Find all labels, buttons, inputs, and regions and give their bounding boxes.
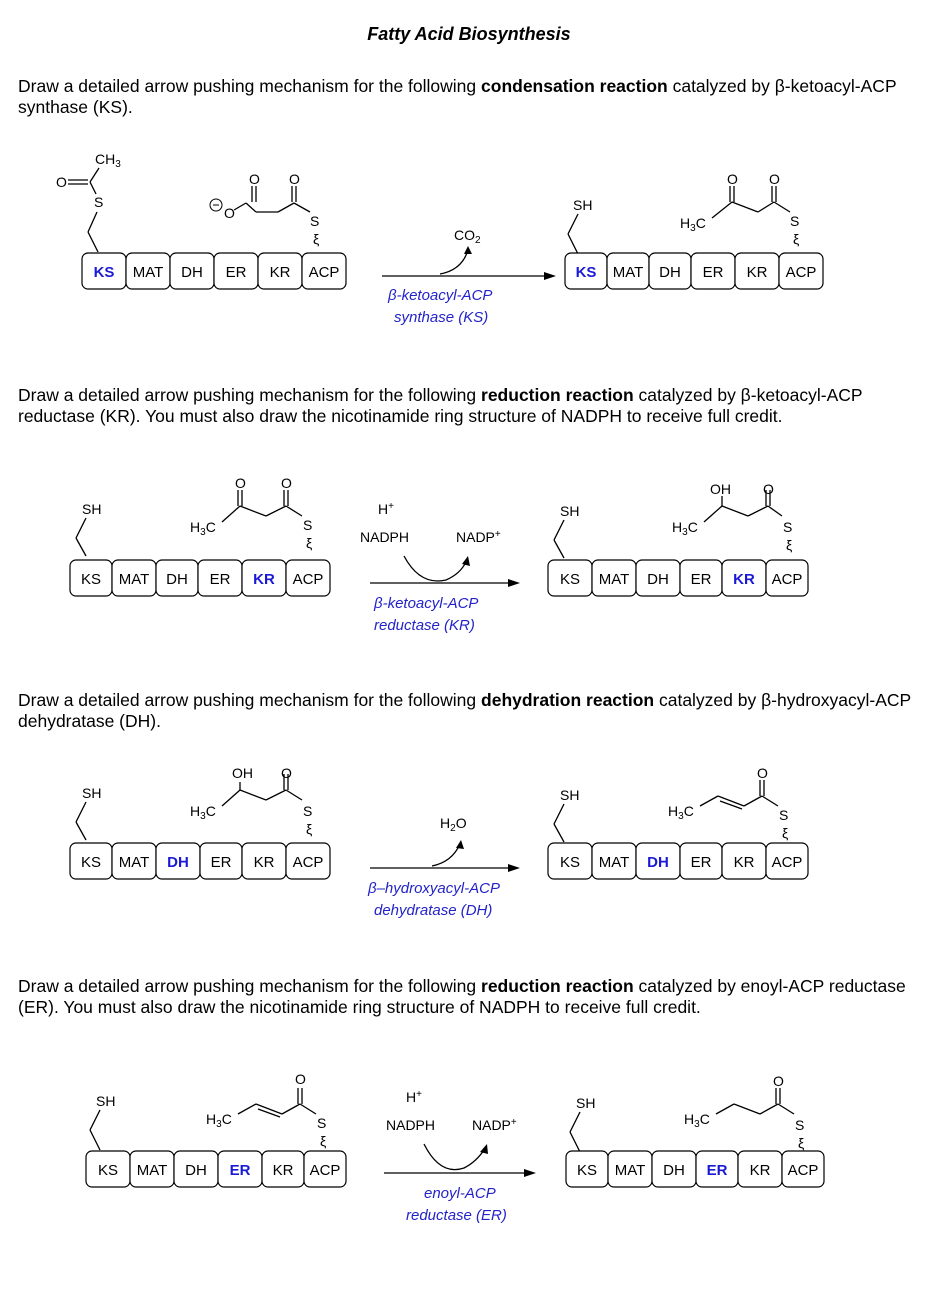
thiol-label: SH xyxy=(576,1095,596,1111)
domain-mat: MAT xyxy=(598,854,630,871)
squiggle: ξ xyxy=(306,535,313,551)
domain-ks: KS xyxy=(576,1162,598,1179)
product-crotonyl xyxy=(554,765,788,842)
squiggle: ξ xyxy=(313,231,320,247)
enzyme-domains-right xyxy=(566,1151,824,1187)
product-hydroxybutyryl xyxy=(554,481,792,558)
methyl-label: $H_3C$ xyxy=(668,803,694,822)
question-dehydration xyxy=(18,690,918,732)
product-acetoacetyl-acp xyxy=(568,171,799,254)
oxygen-label: O xyxy=(773,1073,784,1089)
thiol-label: SH xyxy=(560,503,580,519)
domain-dh: DH xyxy=(166,571,188,588)
question-keyword: reduction reaction xyxy=(481,385,634,405)
condensation-scheme xyxy=(0,140,938,340)
domain-acp: ACP xyxy=(771,571,803,588)
domain-kr: KR xyxy=(272,1162,294,1179)
oxygen-label: O xyxy=(224,205,235,221)
methyl-label: $H_3C$ xyxy=(684,1111,710,1130)
substrate-acetoacetyl xyxy=(76,475,312,556)
question-text: Draw a detailed arrow pushing mechanism for the following xyxy=(18,76,482,96)
domain-er: ER xyxy=(225,264,247,281)
domain-er: ER xyxy=(702,264,724,281)
domain-dh: DH xyxy=(647,571,669,588)
domain-ks: KS xyxy=(559,571,581,588)
enzyme-name: β-ketoacyl-ACP xyxy=(374,595,479,612)
reaction-arrow xyxy=(360,501,520,634)
dehydration-scheme xyxy=(0,755,938,925)
enzyme-domains-left xyxy=(70,843,330,879)
sulfur-label: S xyxy=(795,1117,805,1133)
squiggle: ξ xyxy=(320,1133,327,1149)
squiggle: ξ xyxy=(798,1135,805,1151)
oxygen-label: O xyxy=(281,475,292,491)
question-text: catalyzed by β-ketoacyl-ACP synthase (KS). xyxy=(18,76,897,117)
squiggle: ξ xyxy=(306,821,313,837)
thiol-label: SH xyxy=(82,501,102,517)
domain-dh: DH xyxy=(659,264,681,281)
domain-dh: DH xyxy=(663,1162,685,1179)
domain-ks: KS xyxy=(80,571,102,588)
question-text: Draw a detailed arrow pushing mechanism for the following xyxy=(18,976,482,996)
domain-kr: KR xyxy=(733,854,755,871)
thiol-label: SH xyxy=(560,787,580,803)
nadp-label: NADP+ xyxy=(456,529,501,545)
question-text: catalyzed by β-ketoacyl-ACP reductase (KR). You must also draw the nicotinamide ring structure of NADPH to receive full credit. xyxy=(18,385,863,426)
hydroxyl-label: OH xyxy=(232,765,253,781)
domain-er: ER xyxy=(690,854,712,871)
domain-acp: ACP xyxy=(292,854,324,871)
product-butyryl xyxy=(570,1073,804,1152)
domain-acp: ACP xyxy=(292,571,324,588)
question-condensation xyxy=(18,76,918,118)
reagent-h2o: $H_2O$ xyxy=(440,815,467,834)
methyl-label: $H_3C$ xyxy=(680,215,706,234)
domain-mat: MAT xyxy=(118,571,150,588)
enzyme-domains-right xyxy=(548,843,808,879)
methyl-label: $H_3C$ xyxy=(190,519,216,538)
domain-kr: KR xyxy=(253,571,275,588)
reagent-co2: $CO_2$ xyxy=(454,227,481,246)
domain-kr: KR xyxy=(269,264,291,281)
domain-mat: MAT xyxy=(612,264,644,281)
enzyme-name: synthase (KS) xyxy=(394,309,489,326)
methyl-label: $H_3C$ xyxy=(672,519,698,538)
domain-ks: KS xyxy=(575,264,597,281)
squiggle: ξ xyxy=(782,825,789,841)
domain-ks: KS xyxy=(93,264,115,281)
domain-kr: KR xyxy=(749,1162,771,1179)
enzyme-name: reductase (KR) xyxy=(374,617,475,634)
question-text: catalyzed by enoyl-ACP reductase (ER). You must also draw the nicotinamide ring structure of NADPH to receive full credit. xyxy=(18,976,906,1017)
proton-label: H+ xyxy=(406,1089,422,1105)
nadp-label: NADP+ xyxy=(472,1117,517,1133)
domain-er: ER xyxy=(229,1162,251,1179)
enzyme-domains-right xyxy=(548,560,808,596)
question-text: Draw a detailed arrow pushing mechanism for the following xyxy=(18,690,482,710)
domain-ks: KS xyxy=(97,1162,119,1179)
question-keyword: reduction reaction xyxy=(481,976,634,996)
domain-er: ER xyxy=(209,571,231,588)
sulfur-label: S xyxy=(310,213,320,229)
oxygen-label: O xyxy=(249,171,260,187)
domain-er: ER xyxy=(690,571,712,588)
thiol-label: SH xyxy=(96,1093,116,1109)
domain-kr: KR xyxy=(733,571,755,588)
domain-er: ER xyxy=(706,1162,728,1179)
ks-acetyl-thioester xyxy=(56,151,121,252)
domain-acp: ACP xyxy=(308,264,340,281)
question-text: Draw a detailed arrow pushing mechanism for the following xyxy=(18,385,482,405)
sulfur-label: S xyxy=(790,213,800,229)
domain-kr: KR xyxy=(253,854,275,871)
domain-er: ER xyxy=(210,854,232,871)
sulfur-label: S xyxy=(94,194,104,210)
question-keyword: dehydration reaction xyxy=(481,690,655,710)
enzyme-domains-left xyxy=(82,253,346,289)
domain-acp: ACP xyxy=(309,1162,341,1179)
question-er-reduction xyxy=(18,976,918,1018)
oxygen-label: O xyxy=(289,171,300,187)
sulfur-label: S xyxy=(779,807,789,823)
domain-mat: MAT xyxy=(614,1162,646,1179)
nadph-label: NADPH xyxy=(386,1117,436,1133)
domain-ks: KS xyxy=(80,854,102,871)
domain-dh: DH xyxy=(185,1162,207,1179)
domain-ks: KS xyxy=(559,854,581,871)
oxygen-label: O xyxy=(769,171,780,187)
oxygen-label: O xyxy=(295,1071,306,1087)
sulfur-label: S xyxy=(303,803,313,819)
oxygen-label: O xyxy=(763,481,774,497)
hydroxyl-label: OH xyxy=(710,481,731,497)
domain-acp: ACP xyxy=(785,264,817,281)
squiggle: ξ xyxy=(786,537,793,553)
domain-mat: MAT xyxy=(136,1162,168,1179)
thiol-label: SH xyxy=(573,197,593,213)
oxygen-label: O xyxy=(235,475,246,491)
methyl-label: $H_3C$ xyxy=(190,803,216,822)
domain-dh: DH xyxy=(167,854,189,871)
domain-mat: MAT xyxy=(132,264,164,281)
enzyme-domains-right xyxy=(565,253,823,289)
enzyme-name: β-ketoacyl-ACP xyxy=(388,287,493,304)
oxygen-label: O xyxy=(757,765,768,781)
enzyme-name: reductase (ER) xyxy=(406,1207,507,1224)
nadph-label: NADPH xyxy=(360,529,410,545)
thiol-label: SH xyxy=(82,785,102,801)
er-reduction-scheme xyxy=(0,1060,938,1240)
enzyme-domains-left xyxy=(86,1151,346,1187)
reaction-arrow xyxy=(384,1089,536,1224)
substrate-hydroxybutyryl xyxy=(76,765,312,840)
squiggle: ξ xyxy=(793,231,800,247)
substrate-crotonyl xyxy=(90,1071,326,1150)
enzyme-name: β–hydroxyacyl-ACP xyxy=(368,880,500,897)
domain-dh: DH xyxy=(647,854,669,871)
enzyme-name: enoyl-ACP xyxy=(424,1185,496,1202)
question-kr-reduction xyxy=(18,385,918,427)
domain-mat: MAT xyxy=(118,854,150,871)
question-keyword: condensation reaction xyxy=(481,76,668,96)
sulfur-label: S xyxy=(783,519,793,535)
sulfur-label: S xyxy=(317,1115,327,1131)
oxygen-label: O xyxy=(281,765,292,781)
domain-dh: DH xyxy=(181,264,203,281)
oxygen-label: O xyxy=(56,174,67,190)
page-title: Fatty Acid Biosynthesis xyxy=(367,24,571,44)
sulfur-label: S xyxy=(303,517,313,533)
proton-label: H+ xyxy=(378,501,394,517)
question-text: catalyzed by β-hydroxyacyl-ACP dehydratase (DH). xyxy=(18,690,911,731)
domain-acp: ACP xyxy=(787,1162,819,1179)
reaction-arrow xyxy=(367,815,520,919)
malonyl-acp xyxy=(210,171,319,247)
domain-mat: MAT xyxy=(598,571,630,588)
domain-acp: ACP xyxy=(771,854,803,871)
ch3-label: $CH_3$ xyxy=(95,151,121,170)
enzyme-domains-left xyxy=(70,560,330,596)
domain-kr: KR xyxy=(746,264,768,281)
reaction-arrow xyxy=(382,227,556,326)
kr-reduction-scheme xyxy=(0,470,938,640)
oxygen-label: O xyxy=(727,171,738,187)
enzyme-name: dehydratase (DH) xyxy=(374,902,493,919)
methyl-label: $H_3C$ xyxy=(206,1111,232,1130)
